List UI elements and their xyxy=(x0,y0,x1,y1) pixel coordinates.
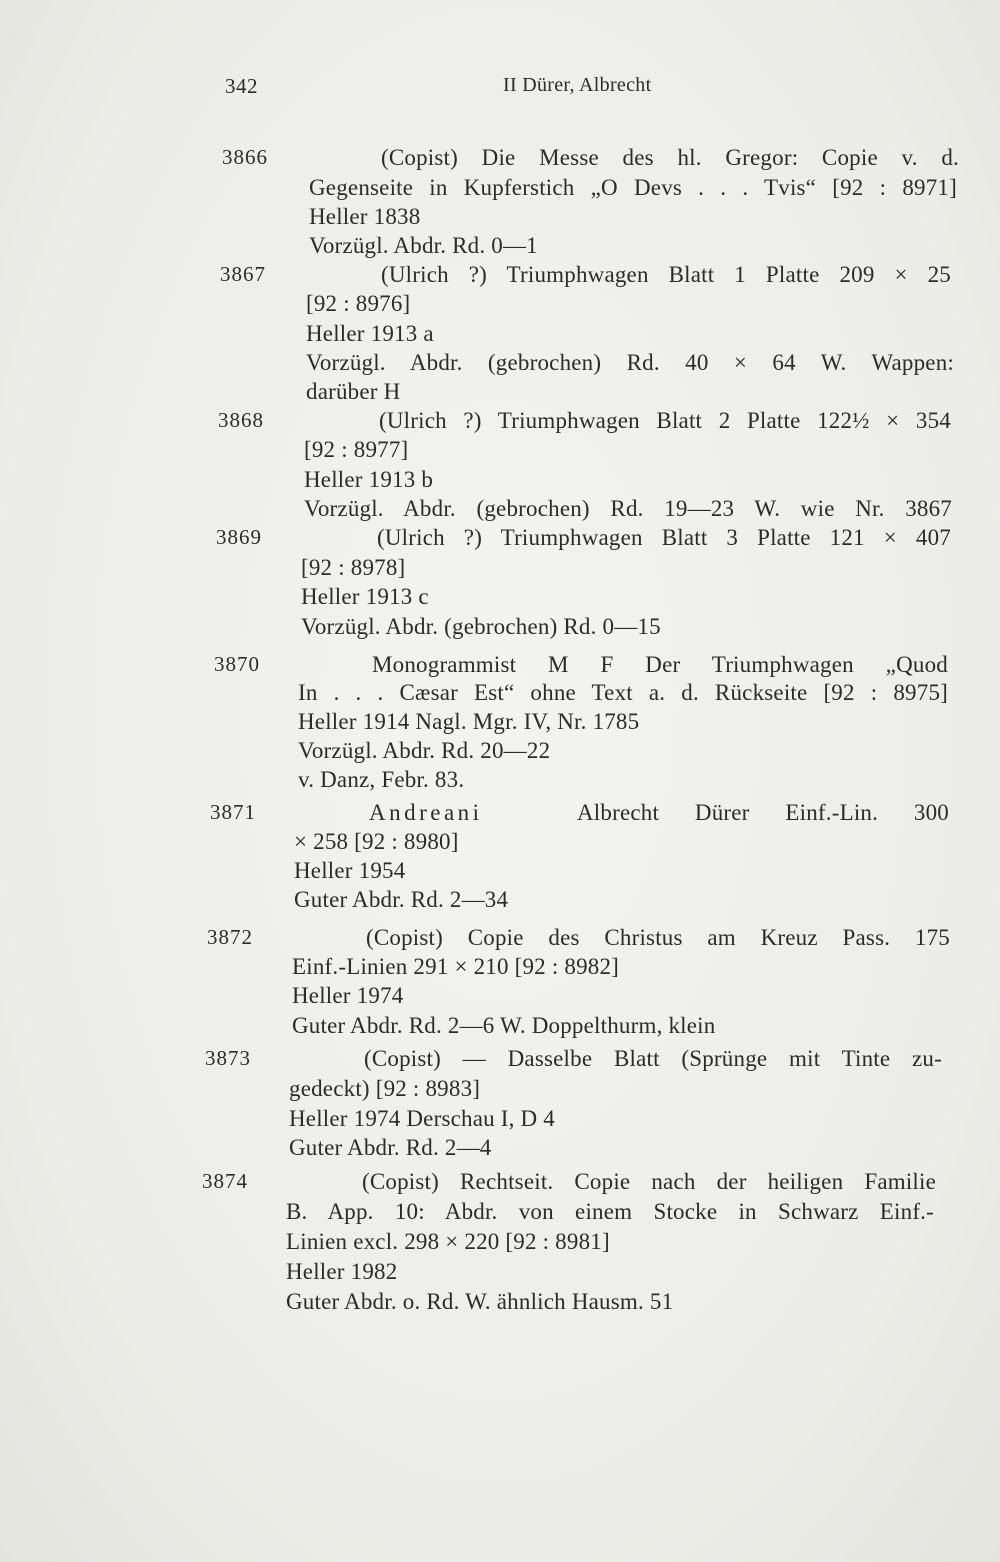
artist-name: Andreani xyxy=(369,800,483,825)
entry-line: Heller 1914 Nagl. Mgr. IV, Nr. 1785 xyxy=(298,709,640,734)
entry-line: (Ulrich ?) Triumphwagen Blatt 3 Platte 121 × 407 xyxy=(377,525,951,550)
entry-line: (Copist) Die Messe des hl. Gregor: Copie v. d. xyxy=(381,145,959,170)
entry-line: Heller 1982 xyxy=(286,1259,398,1284)
entry-line: [92 : 8978] xyxy=(301,555,406,580)
entry-line: Vorzügl. Abdr. Rd. 20—22 xyxy=(298,738,551,763)
entry-line: Monogrammist M F Der Triumphwagen „Quod xyxy=(372,652,948,677)
entry-number: 3867 xyxy=(220,262,266,286)
entry-line: Vorzügl. Abdr. (gebrochen) Rd. 40 × 64 W. Wappen: xyxy=(306,350,954,375)
entry-line: (Ulrich ?) Triumphwagen Blatt 2 Platte 122½ × 354 xyxy=(379,408,951,433)
entry-line: Gegenseite in Kupferstich „O Devs . . . Tvis“ [92 : 8971] xyxy=(309,175,957,200)
entry-line: darüber H xyxy=(306,379,401,404)
page-number: 342 xyxy=(225,74,258,98)
entry-line: (Copist) Copie des Christus am Kreuz Pass. 175 xyxy=(366,925,950,950)
entry-line: Heller 1913 b xyxy=(304,467,434,492)
entry-line: In . . . Cæsar Est“ ohne Text a. d. Rückseite [92 : 8975] xyxy=(298,680,948,705)
entry-line: Heller 1954 xyxy=(294,858,406,883)
entry-line: B. App. 10: Abdr. von einem Stocke in Schwarz Einf.- xyxy=(286,1199,934,1224)
entry-line: Guter Abdr. Rd. 2—4 xyxy=(289,1135,492,1160)
entry-line: Vorzügl. Abdr. (gebrochen) Rd. 0—15 xyxy=(301,614,661,639)
entry-number: 3868 xyxy=(218,408,264,432)
entry-line: (Ulrich ?) Triumphwagen Blatt 1 Platte 209 × 25 xyxy=(381,262,951,287)
entry-line: Heller 1913 a xyxy=(306,321,434,346)
entry-line: Vorzügl. Abdr. Rd. 0—1 xyxy=(309,233,538,258)
page-header xyxy=(225,74,785,104)
entry-line: v. Danz, Febr. 83. xyxy=(298,767,465,792)
entry-line: Albrecht Dürer Einf.-Lin. 300 xyxy=(577,800,949,825)
entry-number: 3870 xyxy=(214,652,260,676)
entry-number: 3871 xyxy=(210,800,256,824)
entry-line: Guter Abdr. o. Rd. W. ähnlich Hausm. 51 xyxy=(286,1289,674,1314)
entry-line: Heller 1838 xyxy=(309,204,421,229)
entry-number: 3872 xyxy=(207,925,253,949)
entry-line: (Copist) Rechtseit. Copie nach der heiligen Familie xyxy=(362,1169,936,1194)
entry-number: 3869 xyxy=(216,525,262,549)
entry-line: (Copist) — Dasselbe Blatt (Sprünge mit Tinte zu- xyxy=(364,1046,942,1071)
entry-line: Guter Abdr. Rd. 2—6 W. Doppelthurm, klein xyxy=(292,1013,716,1038)
entry-line: Guter Abdr. Rd. 2—34 xyxy=(294,887,509,912)
running-head: II Dürer, Albrecht xyxy=(503,74,652,96)
entry-number: 3874 xyxy=(202,1169,248,1193)
entry-line: [92 : 8976] xyxy=(306,291,411,316)
entry-line: Einf.-Linien 291 × 210 [92 : 8982] xyxy=(292,954,620,979)
entry-line: Linien excl. 298 × 220 [92 : 8981] xyxy=(286,1229,610,1254)
entry-line: Heller 1974 Derschau I, D 4 xyxy=(289,1106,555,1131)
entry-number: 3866 xyxy=(222,145,268,169)
entry-line: [92 : 8977] xyxy=(304,437,409,462)
entry-number: 3873 xyxy=(205,1046,251,1070)
entry-line: Heller 1974 xyxy=(292,983,404,1008)
entry-line: × 258 [92 : 8980] xyxy=(294,829,459,854)
entry-line: gedeckt) [92 : 8983] xyxy=(289,1076,481,1101)
entry-line: Vorzügl. Abdr. (gebrochen) Rd. 19—23 W. wie Nr. 3867 xyxy=(304,496,952,521)
entry-line: Heller 1913 c xyxy=(301,584,429,609)
